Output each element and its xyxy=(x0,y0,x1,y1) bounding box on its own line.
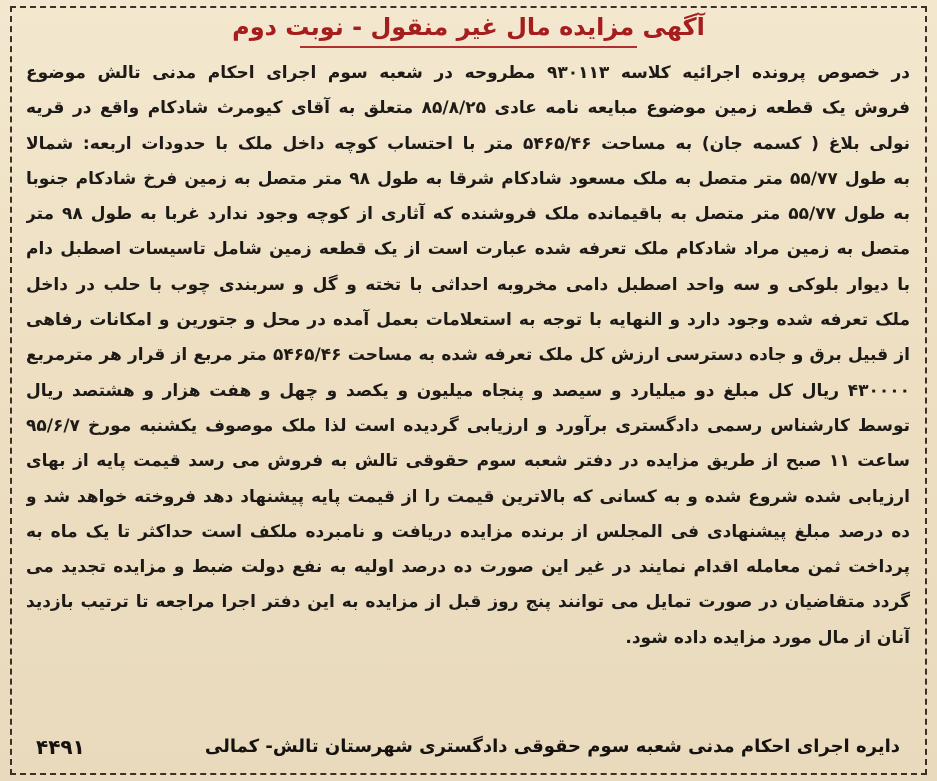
title-underline xyxy=(300,46,637,48)
body-line: ارزیابی شده شروع شده و به کسانی که بالاترین قیمت را از قیمت پایه پیشنهاد دهد فروخته خواهد شد و xyxy=(26,486,910,507)
body-line: ساعت ۱۱ صبح از طریق مزایده در دفتر شعبه سوم حقوقی تالش به فروش می رسد قیمت پایه از بهای xyxy=(26,451,910,472)
body-line: متصل به زمین مراد شادکام ملک تعرفه شده عبارت است از یک قطعه زمین شامل تاسیسات اصطبل دام xyxy=(26,239,910,260)
body-line: پرداخت ثمن معامله اقدام نمایند در غیر این صورت ده درصد اولیه به نفع دولت ضبط و مزایده تجدید می xyxy=(26,557,910,578)
body-line: فروش یک قطعه زمین موضوع مبایعه نامه عادی ۸۵/۸/۲۵ متعلق به آقای کیومرث شادکام واقع در قریه xyxy=(26,98,910,119)
body-line: گردد متقاضیان در صورت تمایل می توانند پنج روز قبل از مزایده به این دفتر اجرا مراجعه تا ترتیب بازدید xyxy=(26,592,910,613)
body-line: ملک تعرفه شده وجود دارد و النهایه با توجه به استعلامات بعمل آمده در محل و جتورین و امکانات رفاهی xyxy=(26,310,910,331)
notice-body xyxy=(26,56,910,656)
body-line: ده درصد مبلغ پیشنهادی فی المجلس از برنده مزایده دریافت و نامبرده ملکف است حداکثر تا یک ماه به xyxy=(26,521,910,542)
body-line: نولی بلاغ ( کسمه جان) به مساحت ۵۴۶۵/۴۶ متر با احتساب کوچه داخل ملک با حدودات اربعه: شمالا xyxy=(26,133,910,154)
body-line: به طول ۵۵/۷۷ متر متصل به ملک مسعود شادکام شرقا به طول ۹۸ متر متصل به زمین فرخ شادکام جنوبا xyxy=(26,168,910,189)
body-line: با دیوار بلوکی و سه واحد اصطبل دامی مخروبه احداثی با تخته و گل و سربندی چوب با حلب در داخل xyxy=(26,274,910,295)
dashed-border-left xyxy=(10,6,12,775)
dashed-border-right xyxy=(925,6,927,775)
body-line: در خصوص پرونده اجرائیه کلاسه ۹۳۰۱۱۳ مطروحه در شعبه سوم اجرای احکام مدنی تالش موضوع xyxy=(26,63,910,83)
body-line: آنان از مال مورد مزایده داده شود. xyxy=(625,627,910,648)
dashed-border-bottom xyxy=(10,773,927,775)
notice-code: ۴۴۹۱ xyxy=(36,735,85,759)
issuing-office: دایره اجرای احکام مدنی شعبه سوم حقوقی دادگستری شهرستان تالش- کمالی xyxy=(204,736,900,757)
body-line: از قبیل برق و جاده دسترسی ارزش کل ملک تعرفه شده به مساحت ۵۴۶۵/۴۶ متر مربع از قرار هر مترمربع xyxy=(26,345,910,366)
body-line: ۴۳۰۰۰۰ ریال کل مبلغ دو میلیارد و سیصد و پنجاه میلیون و یکصد و چهل و هفت هزار و هشتصد ریال xyxy=(26,380,910,401)
body-line: توسط کارشناس رسمی دادگستری برآورد و ارزیابی گردیده است لذا ملک موصوف یکشنبه مورخ ۹۵/۶/۷ xyxy=(26,415,910,436)
dashed-border-top xyxy=(10,6,927,8)
notice-title: آگهی مزایده مال غیر منقول - نوبت دوم xyxy=(232,13,705,41)
body-line: به طول ۵۵/۷۷ متر متصل به باقیمانده ملک فروشنده که آثاری از کوچه وجود ندارد غربا به طول ۹۸ متر xyxy=(26,204,910,225)
notice-footer xyxy=(26,732,910,762)
